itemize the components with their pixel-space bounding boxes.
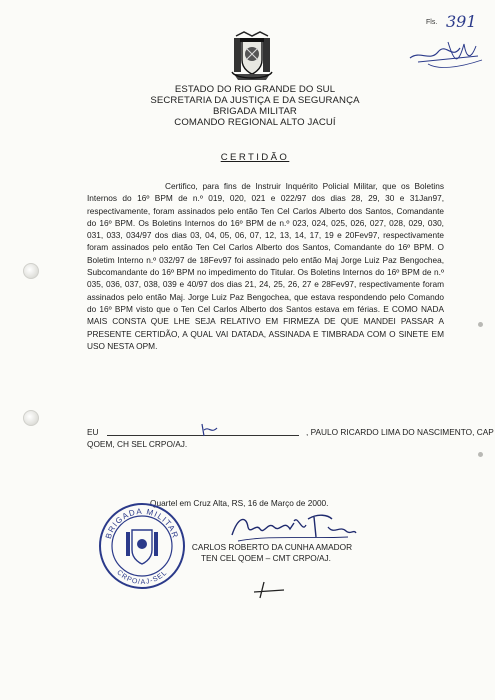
page-number-stamp — [408, 10, 488, 100]
page-number: 391 — [446, 12, 477, 31]
edge-mark — [478, 322, 483, 327]
issuer-name: , PAULO RICARDO LIMA DO NASCIMENTO, CAP — [306, 427, 494, 437]
punch-hole-top — [23, 263, 39, 279]
letterhead — [100, 84, 410, 128]
certificate-body — [87, 180, 444, 352]
letterhead-line-command: COMANDO REGIONAL ALTO JACUÍ — [174, 117, 336, 128]
place-and-date: Quartel em Cruz Alta, RS, 16 de Março de 2000. — [150, 498, 329, 508]
issuer-role: QOEM, CH SEL CRPO/AJ. — [87, 439, 188, 450]
issuer-eu: EU — [87, 427, 99, 437]
letterhead-line-brigade: BRIGADA MILITAR — [213, 106, 297, 117]
edge-mark — [478, 452, 483, 457]
letterhead-line-state: ESTADO DO RIO GRANDE DO SUL — [174, 84, 336, 95]
signer-rank: TEN CEL QOEM – CMT CRPO/AJ. — [200, 553, 331, 563]
svg-text:BRIGADA MILITAR — [104, 507, 180, 540]
seal-bottom-text: CRPO/AJ-SEL — [115, 569, 169, 587]
document-title: CERTIDÃO — [220, 152, 290, 163]
rubric-scribble-icon — [408, 32, 488, 87]
letterhead-line-secretariat: SECRETARIA DA JUSTIÇA E DA SEGURANÇA — [150, 95, 360, 106]
signer-name: CARLOS ROBERTO DA CUNHA AMADOR — [191, 542, 353, 552]
coat-of-arms-icon — [230, 30, 274, 84]
certificate-paragraph: Certifico, para fins de Instruir Inquérito Policial Militar, que os Boletins Internos do 16º BPM de n.º 019, 020, 021 e 022/97 dos dias 28, 29, 30 e 31Jan97, respectivamente, foram assinados pelo então Ten Cel Carlos Alberto dos Santos, Comandante do 16º BPM. Os Boletins Internos do 16º BPM de n.º 023, 024, 025, 026, 027, 028, 029, 030, 031, 033, 034/97 dos dias 03, 04, 05, 06, 07, 12, 13, 14, 17, 19 e 20Fev97, respectivamente foram assinados pelo então Ten Cel Carlos Alberto dos Santos, Comandante do 16º BPM. O Boletim Interno n.º 032/97 de 18Fev97 foi assinado pelo então Maj Jorge Luiz Paz Bengochea, Subcomandante do 16º BPM no impedimento do Titular. Os Boletins Internos do 16º BPM de n.º 035, 036, 037, 038, 039 e 40/97 dos dias 21, 24, 25, 26, 27 e 28Fev97, respectivamente foram assinados pelo então Maj. Jorge Luiz Paz Bengochea, que estava respondendo pelo Comando do 16º BPM visto que o Ten Cel Carlos Alberto dos Santos estava em férias. E COMO NADA MAIS CONSTA QUE LHE SEJA RELATIVO EM FIRMEZA DE QUE MANDEI PASSAR A PRESENTE CERTIDÃO, A QUAL VAI DATADA, ASSINADA E TIMBRADA COM O SINETE EM USO NESTA OPM. — [87, 181, 444, 351]
signer-block — [172, 542, 372, 564]
punch-hole-bottom — [23, 410, 39, 426]
seal-top-text: BRIGADA MILITAR — [103, 506, 181, 540]
closing-mark-icon — [250, 578, 290, 600]
page-number-label: Fls. — [426, 19, 438, 26]
initials-scribble-icon — [199, 422, 221, 438]
